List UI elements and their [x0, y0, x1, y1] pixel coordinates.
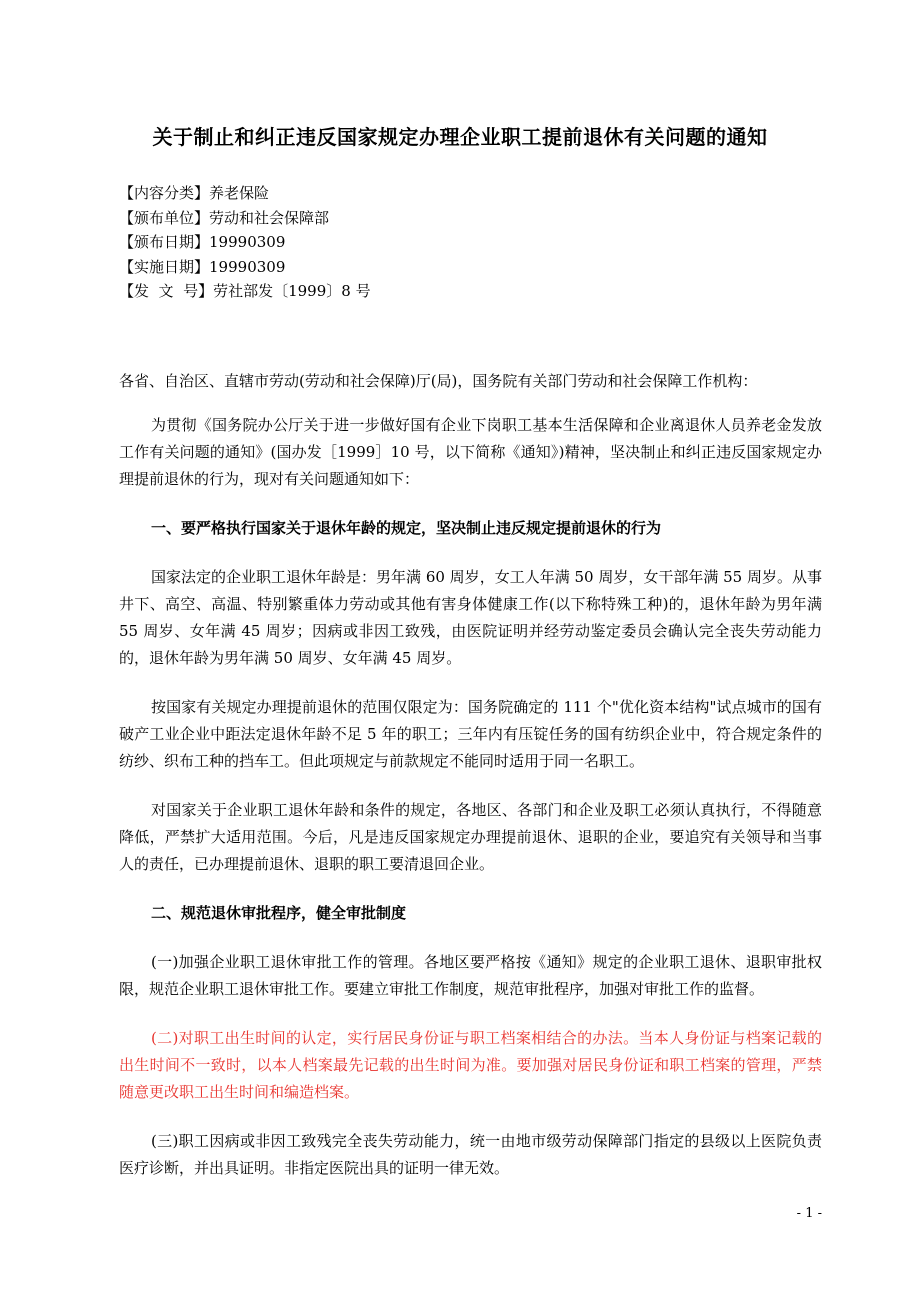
meta-label: 【实施日期】: [119, 257, 210, 276]
meta-value: 养老保险: [209, 184, 270, 202]
section-1-paragraph: 按国家有关规定办理提前退休的范围仅限定为：国务院确定的 111 个"优化资本结构"试点城市的国有破产工业企业中距法定退休年龄不足 5 年的职工；三年内有压锭任务的国有纺织企业中，符合规定条件的纺纱、织布工种的挡车工。但此项规定与前款规定不能同时适用于同一名职工。: [119, 698, 822, 770]
meta-document-number: [119, 279, 371, 304]
section-1-heading: 一、要严格执行国家关于退休年龄的规定，坚决制止违反规定提前退休的行为: [151, 519, 662, 537]
meta-label: 【发 文 号】: [119, 282, 214, 300]
meta-value: 19990309: [209, 233, 286, 251]
section-1-paragraph: 国家法定的企业职工退休年龄是：男年满 60 周岁，女工人年满 50 周岁，女干部年满 55 周岁。从事井下、高空、高温、特别繁重体力劳动或其他有害身体健康工作(以下称特殊工种)的，退休年龄为男年满 55 周岁、女年满 45 周岁；因病或非因工致残，由医院证明并经劳动鉴定委员会确认完全丧失劳动能力的，退休年龄为男年满 50 周岁、女年满 45 周岁。: [119, 568, 822, 667]
salutation: 各省、自治区、直辖市劳动(劳动和社会保障)厅(局)，国务院有关部门劳动和社会保障工作机构：: [119, 372, 758, 390]
section-2-heading: 二、规范退休审批程序，健全审批制度: [151, 904, 407, 922]
meta-value: 劳动和社会保障部: [209, 208, 330, 227]
section-2-paragraph: (三)职工因病或非因工致残完全丧失劳动能力，统一由地市级劳动保障部门指定的县级以上医院负责医疗诊断，并出具证明。非指定医院出具的证明一律无效。: [119, 1132, 822, 1177]
meta-label: 【颁布日期】: [119, 233, 210, 251]
meta-value: 19990309: [209, 257, 286, 276]
section-2-paragraph: (一)加强企业职工退休审批工作的管理。各地区要严格按《通知》规定的企业职工退休、退职审批权限，规范企业职工退休审批工作。要建立审批工作制度，规范审批程序，加强对审批工作的监督。: [119, 953, 822, 998]
section-1-paragraph: 对国家关于企业职工退休年龄和条件的规定，各地区、各部门和企业及职工必须认真执行，不得随意降低，严禁扩大适用范围。今后，凡是违反国家规定办理提前退休、退职的企业，要追究有关领导和当事人的责任，已办理提前退休、退职的职工要清退回企业。: [119, 801, 822, 873]
meta-issue-date: [119, 230, 371, 255]
meta-effective-date: [119, 255, 371, 280]
section-2-highlighted-paragraph: (二)对职工出生时间的认定，实行居民身份证与职工档案相结合的办法。当本人身份证与档案记载的出生时间不一致时，以本人档案最先记载的出生时间为准。要加强对居民身份证和职工档案的管理，严禁随意更改职工出生时间和编造档案。: [119, 1029, 822, 1101]
intro-paragraph: 为贯彻《国务院办公厅关于进一步做好国有企业下岗职工基本生活保障和企业离退休人员养老金发放工作有关问题的通知》(国办发［1999］10 号，以下简称《通知》)精神，坚决制止和纠正违反国家规定办理提前退休的行为，现对有关问题通知如下：: [119, 416, 822, 488]
document-title: 关于制止和纠正违反国家规定办理企业职工提前退休有关问题的通知: [152, 125, 768, 149]
page-number: - 1 -: [796, 1206, 822, 1221]
meta-category: [119, 181, 371, 206]
meta-value: 劳社部发〔1999〕8 号: [213, 282, 371, 300]
metadata-block: [119, 181, 371, 304]
meta-issuer: [119, 206, 371, 231]
meta-label: 【内容分类】: [119, 184, 210, 202]
document-body: [119, 368, 822, 1204]
meta-label: 【颁布单位】: [119, 208, 210, 227]
